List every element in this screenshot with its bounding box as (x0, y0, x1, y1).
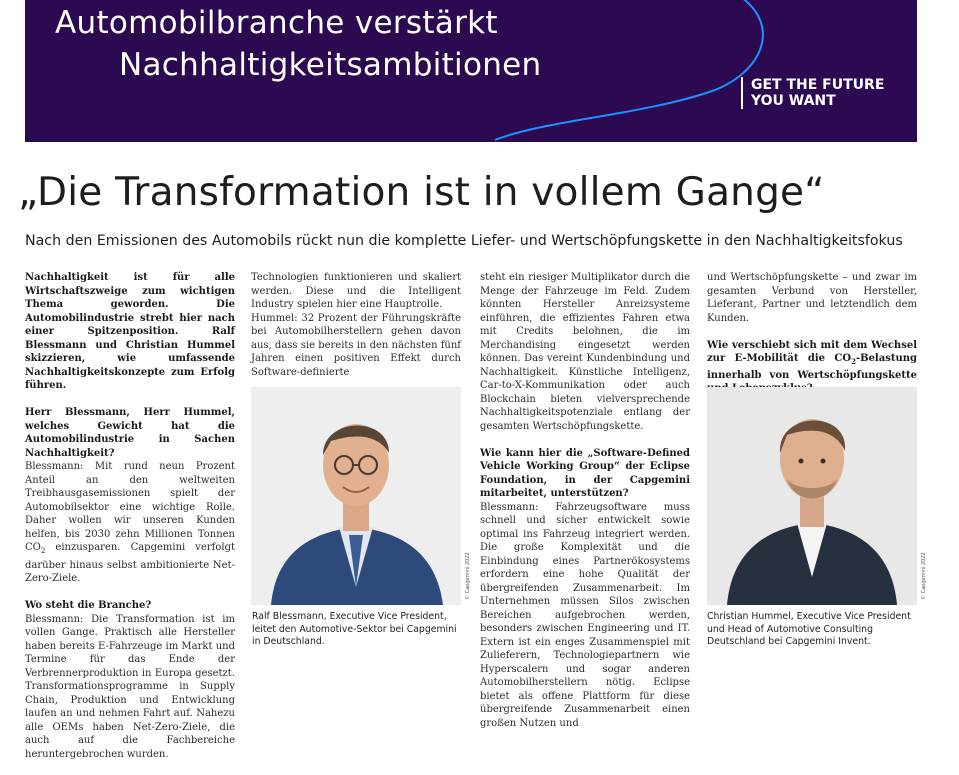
text-column-2 (251, 271, 461, 379)
question-4: Wie verschiebt sich mit dem Wechsel zur E-Mobilität die $CO_2$-Belastung innerhalb von Wertschöpfungskette (707, 339, 917, 381)
brand-tagline (741, 77, 884, 109)
portrait-photo-hummel (707, 387, 917, 605)
article-headline: „Die Transformation ist in vollem Gange“ (18, 170, 825, 215)
portrait-photo-blessmann (251, 387, 461, 605)
article-intro: Nachhaltigkeit ist für alle Wirtschaftszweige zum wichtigen Thema geworden. Die Automobilindustrie strebt hier nach einer Spitzenposition. Ralf Blessmann und Christian Hummel skizzieren, wie umfassende Nachhaltigkeitskonzepte zum Erfolg führen. (25, 272, 235, 391)
column-2-text-a: Technologien funktionieren und skaliert werden. Diese und die Intelligent Industry spielen hier eine Hauptrolle. (251, 272, 461, 310)
question-3: Wie kann hier die „Software-Defined Vehicle Working Group“ der Eclipse Foundation, in der Capgemini mitarbeitet, unterstützen? (480, 447, 690, 499)
text-column-3 (480, 271, 690, 744)
answer-3: Blessmann: Fahrzeugsoftware muss schnell und sicher entwickelt sowie optimal ins Fahrzeug integriert werden. Die große Komplexität und die Einbindung eines Partnerökosystems erfordern eine hohe Qualität der übergreifenden Zusammenarbeit. Im Unternehmen müssen Silos zwischen Bereichen aufgebrochen werden, besonders zwischen Engineering und IT. Extern ist ein enges Zusammenspiel mit Zulieferern, Technologiepartnern wie Hyperscalern und sogar anderen Automobilherstellern nötig. Eclipse bietet als offene Plattform für diese übergreifende Zusammenarbeit einen großen Nutzen und (480, 501, 690, 729)
photo-credit-2: © Capgemini 2022 (921, 552, 927, 600)
column-3-text: steht ein riesiger Multiplikator durch die Menge der Fahrzeuge im Feld. Zudem könnten Hersteller Anreizsysteme einführen, die effizientes Fahren etwa mit Credits belohnen, die im Merchandising eingesetzt werden können. Das vereint Kundenbindung und Nachhaltigkeit. Künstliche Intelligenz, Car-to-X-Kommunikation oder auch Blockchain bieten vielversprechende Nachhaltigkeitspotenziale entlang der gesamten Wertschöpfungskette. (480, 272, 690, 432)
photo-credit-1: © Capgemini 2022 (465, 552, 471, 600)
text-column-1 (25, 271, 235, 775)
article-subheadline: Nach den Emissionen des Automobils rückt nun die komplette Liefer- und Wertschöpfungskette in den Nachhaltigkeitsfokus (25, 233, 903, 249)
answer-2: Blessmann: Die Transformation ist im vollen Gange. Praktisch alle Hersteller haben bereits E-Fahrzeuge im Markt und Termine für das Ende der Verbrennerproduktion in Europa gesetzt. Transformationsprogramme in Supply Chain, Produktion und Entwicklung laufen an und nehmen Fahrt auf. Nahezu alle OEMs haben Net-Zero-Ziele, die auch auf die Fachbereiche heruntergebrochen wurden. (25, 613, 235, 760)
photo-caption-1: Ralf Blessmann, Executive Vice President, leitet den Automotive-Sektor bei Capgemini in Deutschland. (252, 611, 457, 647)
question-2: Wo steht die Branche? (25, 600, 152, 611)
photo-caption-2: Christian Hummel, Executive Vice President und Head of Automotive Consulting Deutschland bei Capgemini Invent. (707, 611, 911, 647)
tagline-line1: GET THE FUTURE (751, 77, 885, 93)
column-4-text: und Wertschöpfungskette – und zwar im gesamten Verbund von Hersteller, Lieferant, Partner und letztendlich dem Kunden. (707, 272, 917, 324)
answer-1: Blessmann: Mit rund neun Prozent Anteil an den weltweiten Treibhausgasemissionen spielt der Automobilsektor eine wichtige Rolle. Daher wollen wir unseren Kunden helfen, bis 2030 zehn Millionen Tonnen $CO_2$ einzusparen. Capgemini verfolgt darüber hinaus selbst ambitionierte Net-Zero-Ziele. (25, 461, 235, 584)
banner-title-line2: Nachhaltigkeitsambitionen (119, 47, 542, 83)
banner-title (55, 2, 675, 86)
tagline-line2: YOU WANT (751, 93, 836, 109)
question-1: Herr Blessmann, Herr Hummel, welches Gewicht hat die Automobilindustrie in Sachen Nachhaltigkeit? (25, 407, 235, 459)
banner-title-line1: Automobilbranche verstärkt (55, 5, 498, 41)
column-2-text-b: Hummel: 32 Prozent der Führungskräfte bei Automobilherstellern gehen davon aus, dass sie bereits in den nächsten fünf Jahren einen positiven Effekt durch Software-definierte (251, 312, 461, 378)
header-banner (25, 0, 917, 142)
